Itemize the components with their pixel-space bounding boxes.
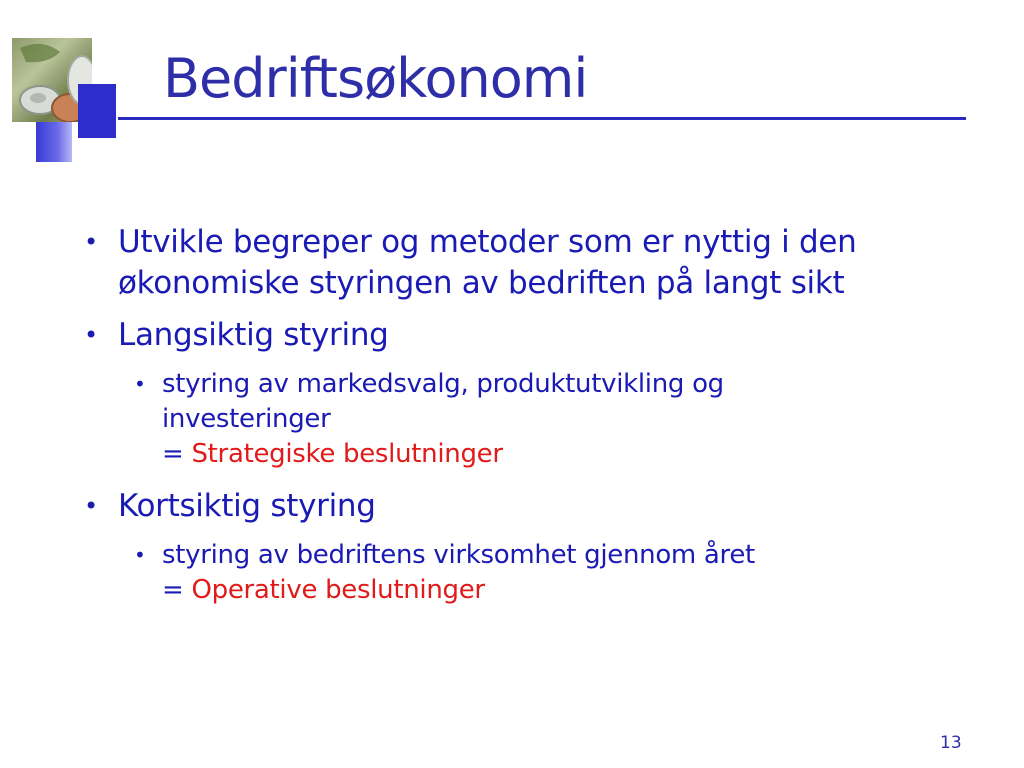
sub-bullet-result: [162, 573, 984, 608]
sub-bullet-line: investeringer: [162, 404, 331, 434]
equals-sign: =: [162, 439, 192, 469]
bullet-line: økonomiske styringen av bedriften på langt sikt: [118, 265, 845, 301]
equals-sign: =: [162, 575, 192, 605]
slide-title: Bedriftsøkonomi: [163, 47, 588, 110]
sub-bullet-line: styring av bedriftens virksomhet gjennom året: [162, 540, 755, 570]
sub-bullet-result: [162, 437, 984, 472]
sub-bullet-item: [134, 538, 984, 608]
sub-bullet-item: [134, 367, 984, 472]
sub-bullet-line: styring av markedsvalg, produktutvikling og: [162, 369, 724, 399]
bullet-item: [84, 486, 984, 527]
bullet-text: Langsiktig styring: [118, 317, 389, 353]
bullet-icon: •: [84, 321, 98, 349]
bullet-icon: •: [134, 543, 146, 567]
highlight-text: Operative beslutninger: [191, 575, 485, 605]
bullet-text: Kortsiktig styring: [118, 488, 376, 524]
decorative-blue-square: [78, 84, 116, 138]
bullet-line: Utvikle begreper og metoder som er nyttig i den: [118, 224, 857, 260]
bullet-item: [84, 315, 984, 356]
bullet-list: [84, 222, 984, 616]
bullet-icon: •: [84, 228, 98, 256]
bullet-icon: •: [84, 492, 98, 520]
bullet-item: [84, 222, 984, 304]
highlight-text: Strategiske beslutninger: [191, 439, 503, 469]
title-underline: [118, 117, 966, 120]
page-number: 13: [940, 733, 962, 753]
bullet-icon: •: [134, 372, 146, 396]
